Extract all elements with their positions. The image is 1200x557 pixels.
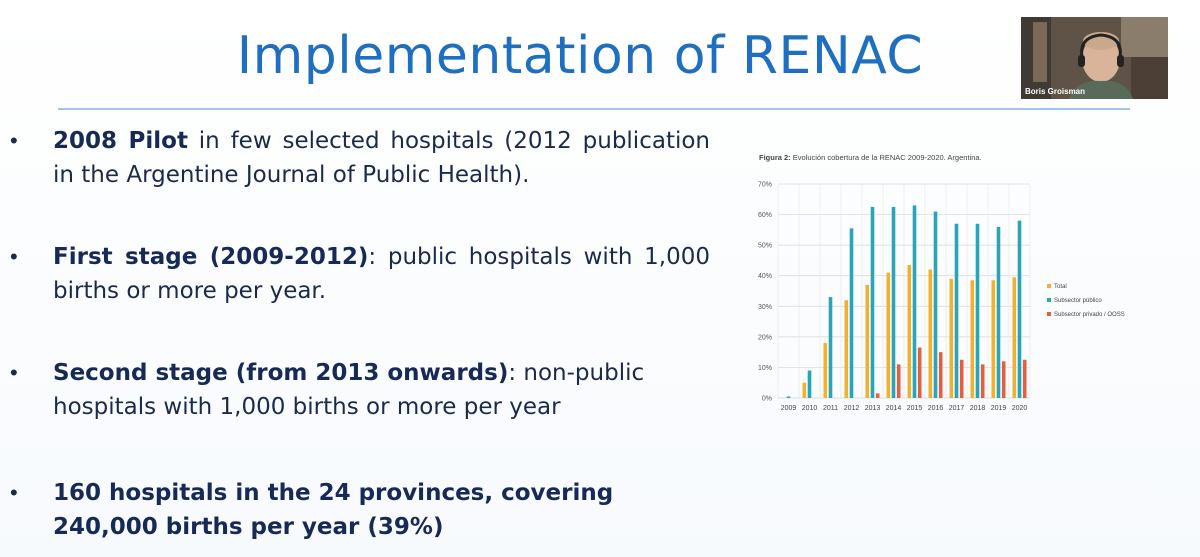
y-tick-label: 60% (757, 212, 772, 220)
x-tick-label: 2016 (927, 405, 944, 412)
bar-subsector-p-blico-2018 (976, 224, 980, 398)
y-tick-label: 10% (757, 364, 772, 372)
bullet-bold: First stage (2009-2012) (53, 244, 369, 270)
x-tick-label: 2010 (801, 405, 818, 412)
bar-subsector-privado-ooss-2020 (1023, 360, 1027, 398)
x-tick-label: 2014 (885, 405, 902, 412)
x-axis-ticks (781, 405, 1028, 412)
bar-subsector-privado-ooss-2017 (960, 360, 964, 398)
bullet-text (53, 476, 710, 544)
legend-swatch (1047, 284, 1051, 288)
bullet-bold: Second stage (from 2013 onwards) (53, 360, 509, 386)
bullet-text (53, 124, 710, 192)
bar-subsector-p-blico-2010 (808, 370, 812, 398)
bullet-rest: : public hospitals with 1,000 births or more per year. (53, 244, 710, 304)
bar-subsector-p-blico-2017 (955, 224, 959, 398)
bar-subsector-p-blico-2009 (787, 396, 791, 398)
x-tick-label: 2018 (969, 405, 986, 412)
x-tick-label: 2017 (948, 405, 965, 412)
legend-label: Subsector privado / OOSS (1054, 312, 1125, 318)
participant-video-thumbnail[interactable] (1021, 17, 1168, 99)
x-tick-label: 2019 (990, 405, 1007, 412)
bullet-item (10, 240, 710, 308)
bullet-rest: : non-public hospitals with 1,000 births or more per year (53, 360, 645, 420)
bar-subsector-p-blico-2019 (997, 227, 1001, 398)
bar-subsector-privado-ooss-2019 (1002, 361, 1006, 398)
bullet-item (10, 124, 710, 192)
bar-subsector-p-blico-2012 (850, 228, 854, 398)
bullet-item (10, 356, 710, 424)
bar-total-2010 (803, 383, 807, 398)
participant-name: Boris Groisman (1025, 87, 1086, 96)
bar-total-2012 (845, 300, 849, 398)
bar-subsector-privado-ooss-2014 (897, 364, 901, 398)
bar-subsector-p-blico-2014 (892, 207, 896, 398)
x-tick-label: 2015 (906, 405, 923, 412)
legend-swatch (1047, 298, 1051, 302)
y-tick-label: 30% (757, 303, 772, 311)
bar-subsector-p-blico-2013 (871, 207, 875, 398)
bar-total-2020 (1013, 277, 1017, 398)
y-axis-ticks (758, 182, 772, 403)
bar-total-2016 (929, 270, 933, 398)
bullet-dot: • (10, 480, 18, 505)
bar-subsector-p-blico-2015 (913, 205, 917, 398)
x-tick-label: 2013 (864, 405, 881, 412)
chart-legend (1047, 284, 1125, 318)
bar-subsector-p-blico-2020 (1018, 221, 1022, 398)
bar-subsector-privado-ooss-2016 (939, 352, 943, 398)
bar-total-2013 (866, 285, 870, 398)
y-tick-label: 50% (757, 242, 772, 250)
bullet-bold: 2008 Pilot (53, 128, 188, 154)
chart-title (759, 153, 982, 162)
chart-bars (787, 205, 1027, 398)
y-tick-label: 20% (757, 334, 772, 342)
x-tick-label: 2011 (822, 405, 839, 412)
bar-total-2011 (824, 343, 828, 398)
bar-total-2017 (950, 279, 954, 398)
legend-label: Subsector público (1054, 298, 1102, 304)
y-tick-label: 40% (757, 273, 772, 281)
bar-total-2014 (887, 273, 891, 398)
x-tick-label: 2020 (1011, 405, 1028, 412)
bar-subsector-p-blico-2011 (829, 297, 833, 398)
bullet-bold: 160 hospitals in the 24 provinces, covering 240,000 births per year (39%) (53, 480, 614, 540)
bar-total-2019 (992, 280, 996, 398)
bar-total-2015 (908, 265, 912, 398)
bullet-text (53, 356, 710, 424)
chart-title-bold: Figura 2: (759, 153, 791, 162)
bar-total-2018 (971, 280, 975, 398)
bullet-rest: in few selected hospitals (2012 publication in the Argentine Journal of Public Health). (53, 128, 710, 188)
bar-subsector-privado-ooss-2018 (981, 364, 985, 398)
legend-swatch (1047, 312, 1051, 316)
legend-label: Total (1054, 284, 1067, 290)
y-tick-label: 0% (761, 395, 772, 403)
bar-subsector-privado-ooss-2015 (918, 348, 922, 398)
title-divider (58, 108, 1130, 110)
y-tick-label: 70% (757, 181, 772, 189)
bar-subsector-p-blico-2016 (934, 212, 938, 398)
bullet-text (53, 240, 710, 308)
x-tick-label: 2012 (843, 405, 860, 412)
bullet-dot: • (10, 360, 18, 385)
chart-title-rest: Evolución cobertura de la RENAC 2009-2020. Argentina. (790, 153, 982, 162)
bullet-item (10, 476, 710, 544)
coverage-bar-chart (742, 146, 1125, 416)
bar-subsector-privado-ooss-2013 (876, 393, 880, 398)
bullet-dot: • (10, 128, 18, 153)
bullet-dot: • (10, 244, 18, 269)
slide-title: Implementation of RENAC (236, 26, 924, 86)
x-tick-label: 2009 (780, 405, 797, 412)
